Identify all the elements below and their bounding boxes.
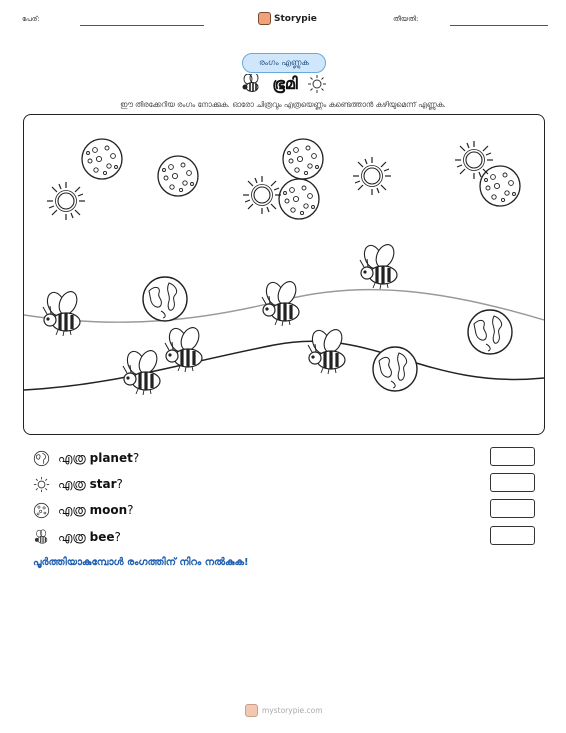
site-url: mystorypie.com — [262, 706, 323, 715]
question-bee — [33, 528, 121, 546]
bee-4 — [165, 325, 202, 372]
storypie-logo-icon — [245, 704, 258, 717]
answer-box-star[interactable] — [490, 473, 535, 492]
planet-2 — [468, 310, 512, 354]
name-label: പേര്: — [22, 15, 40, 23]
star-3 — [353, 157, 391, 195]
bee-1 — [43, 289, 80, 336]
bee-3 — [262, 279, 299, 326]
answer-box-bee[interactable] — [490, 526, 535, 545]
storypie-logo-icon — [258, 12, 271, 25]
moon-icon — [33, 502, 50, 519]
star-1 — [47, 182, 85, 220]
star-2 — [243, 176, 281, 214]
star-icon — [33, 476, 50, 493]
moon-2 — [158, 156, 198, 196]
planet-3 — [373, 347, 417, 391]
question-word: star — [89, 476, 117, 491]
bee-6 — [308, 327, 345, 374]
color-instruction: പൂർത്തിയാകുമ്പോൾ രംഗത്തിന് നിറം നൽകുക! — [33, 557, 249, 568]
question-prefix: എത്ര — [58, 529, 86, 544]
question-prefix: എത്ര — [58, 502, 86, 517]
question-mark: ? — [132, 450, 140, 465]
question-mark: ? — [114, 529, 121, 544]
bee-icon — [33, 529, 50, 546]
planet-1 — [143, 277, 187, 321]
name-line[interactable] — [80, 25, 204, 26]
answer-box-planet[interactable] — [490, 447, 535, 466]
bee-icon — [241, 74, 263, 94]
page-title: ഭൂമി — [272, 74, 298, 93]
brand-logo — [258, 12, 317, 25]
star-icon — [307, 74, 327, 94]
question-planet — [33, 449, 139, 467]
question-word: bee — [89, 529, 115, 544]
brand-name: Storypie — [274, 13, 317, 24]
question-word: moon — [89, 502, 128, 517]
question-prefix: എത്ര — [58, 450, 86, 465]
activity-badge: രംഗം എണ്ണുക — [242, 53, 326, 73]
bee-2 — [360, 242, 397, 289]
question-prefix: എത്ര — [58, 476, 86, 491]
moon-1 — [82, 139, 122, 179]
site-footer — [245, 704, 323, 717]
question-word: planet — [89, 450, 133, 465]
moon-3 — [283, 139, 323, 179]
question-mark: ? — [116, 476, 123, 491]
question-moon — [33, 501, 134, 519]
date-label: തീയതി: — [393, 15, 419, 23]
moon-4 — [279, 179, 319, 219]
counting-scene — [23, 114, 545, 435]
title-row — [234, 72, 334, 96]
instruction-text: ഈ തിരക്കേറിയ രംഗം നോക്കുക. ഓരോ ചിത്രവും എത്രയെണ്ണം കണ്ടെത്താൻ കഴിയുമെന്ന് എണ്ണുക. — [120, 100, 446, 109]
answer-box-moon[interactable] — [490, 499, 535, 518]
date-line[interactable] — [450, 25, 548, 26]
star-4 — [455, 141, 493, 179]
planet-icon — [33, 450, 50, 467]
hill-line-bottom — [24, 341, 544, 390]
question-star — [33, 475, 123, 493]
scene-illustration — [24, 115, 544, 434]
question-mark: ? — [127, 502, 134, 517]
